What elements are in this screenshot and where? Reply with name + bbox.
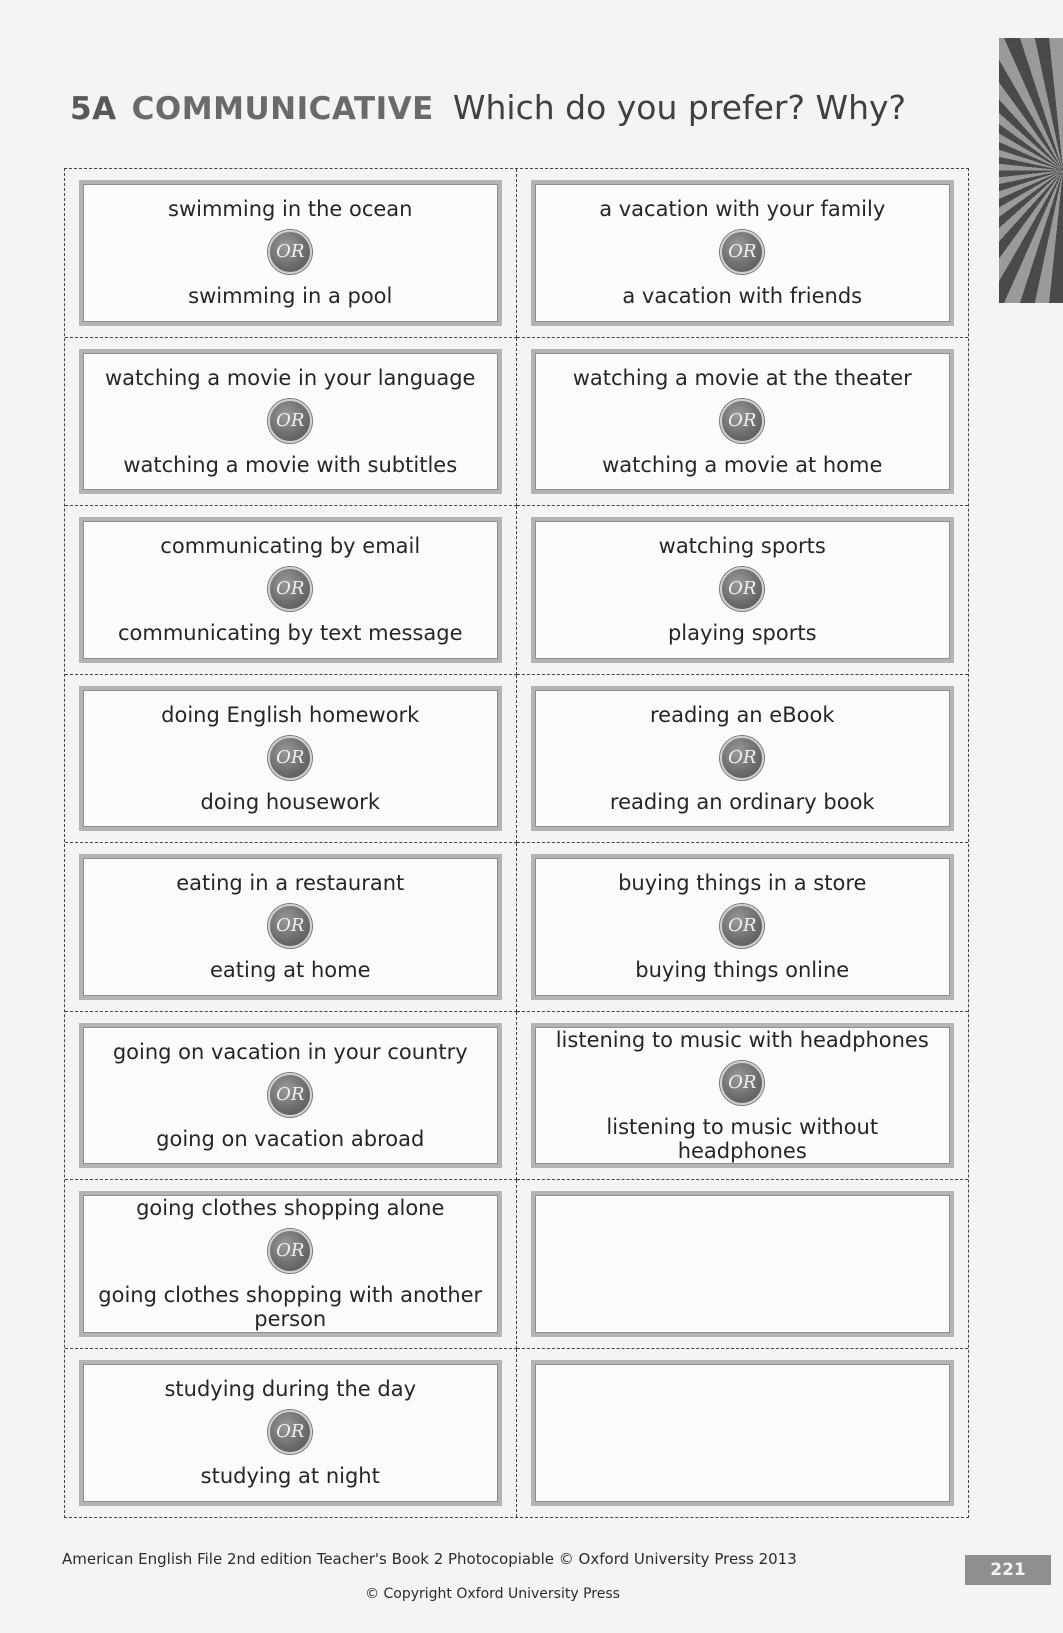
page-number: 221 [965,1555,1051,1585]
or-badge-icon: OR [268,1229,312,1273]
or-badge-icon: OR [720,399,764,443]
option-b-text: swimming in a pool [188,284,393,309]
option-a-text: doing English homework [161,702,420,727]
card-cell [65,1012,517,1181]
preference-card [79,1360,502,1507]
preference-card [79,517,502,663]
card-cell [65,338,517,507]
or-badge-icon: OR [268,904,312,948]
option-a-text: communicating by email [160,534,421,559]
card-cell [517,675,969,844]
option-b-text: buying things online [635,958,850,983]
lesson-code: 5A [70,91,117,127]
option-b-text: watching a movie with subtitles [123,452,458,477]
preference-card [79,349,502,495]
card-cell [65,1180,517,1349]
or-badge-icon: OR [268,1410,312,1454]
or-badge-icon: OR [720,736,764,780]
option-a-text: a vacation with your family [599,197,886,222]
activity-title: Which do you prefer? Why? [452,88,907,127]
preference-card [531,517,955,663]
card-cell [65,506,517,675]
preference-card [531,854,955,1000]
copyright-notice: © Copyright Oxford University Press [365,1586,620,1602]
card-cell [65,1349,517,1518]
preference-card [531,686,955,832]
option-b-text: going on vacation abroad [156,1126,425,1151]
preference-card [531,1023,955,1169]
option-a-text: buying things in a store [618,871,867,896]
or-badge-icon: OR [720,230,764,274]
option-a-text: watching a movie in your language [105,365,476,390]
or-badge-icon: OR [720,904,764,948]
option-a-text: studying during the day [164,1377,417,1402]
preference-card [79,180,502,326]
blank-card [531,1360,955,1507]
card-cell [517,338,969,507]
or-badge-icon: OR [720,1061,764,1105]
option-a-text: eating in a restaurant [176,871,405,896]
preference-card [79,854,502,1000]
option-a-text: swimming in the ocean [168,197,413,222]
option-a-text: watching a movie at the theater [572,365,912,390]
option-b-text: a vacation with friends [622,284,863,309]
card-cell [517,169,969,338]
option-b-text: watching a movie at home [602,452,883,477]
or-badge-icon: OR [268,230,312,274]
or-badge-icon: OR [268,736,312,780]
card-cell [517,1180,969,1349]
option-a-text: going on vacation in your country [112,1039,468,1064]
or-badge-icon: OR [720,567,764,611]
blank-card [531,1191,955,1337]
page-title [70,88,970,148]
option-a-text: watching sports [658,534,826,559]
preference-card [531,180,955,326]
card-cell [517,843,969,1012]
option-b-text: doing housework [200,789,380,814]
option-a-text: reading an eBook [650,702,835,727]
option-b-text: eating at home [210,958,371,983]
preference-card [79,1191,502,1337]
cut-out-card-grid [64,168,969,1518]
option-b-text: reading an ordinary book [609,789,875,814]
card-cell [517,1349,969,1518]
preference-card [79,1023,502,1169]
option-b-text: going clothes shopping with another person [98,1283,483,1332]
option-b-text: playing sports [667,621,817,646]
or-badge-icon: OR [268,567,312,611]
option-a-text: listening to music with headphones [555,1027,929,1052]
option-a-text: going clothes shopping alone [136,1196,445,1221]
option-b-text: listening to music without headphones [606,1114,879,1163]
option-b-text: communicating by text message [118,621,463,646]
card-cell [65,843,517,1012]
activity-type-label: COMMUNICATIVE [131,91,434,127]
card-cell [65,675,517,844]
card-cell [517,1012,969,1181]
preference-card [531,349,955,495]
option-b-text: studying at night [200,1464,380,1489]
preference-card [79,686,502,832]
decorative-side-tab [999,38,1063,303]
footer-credit: American English File 2nd edition Teacher's Book 2 Photocopiable © Oxford University Press 2013 [62,1550,797,1568]
card-cell [517,506,969,675]
card-cell [65,169,517,338]
or-badge-icon: OR [268,399,312,443]
or-badge-icon: OR [268,1073,312,1117]
